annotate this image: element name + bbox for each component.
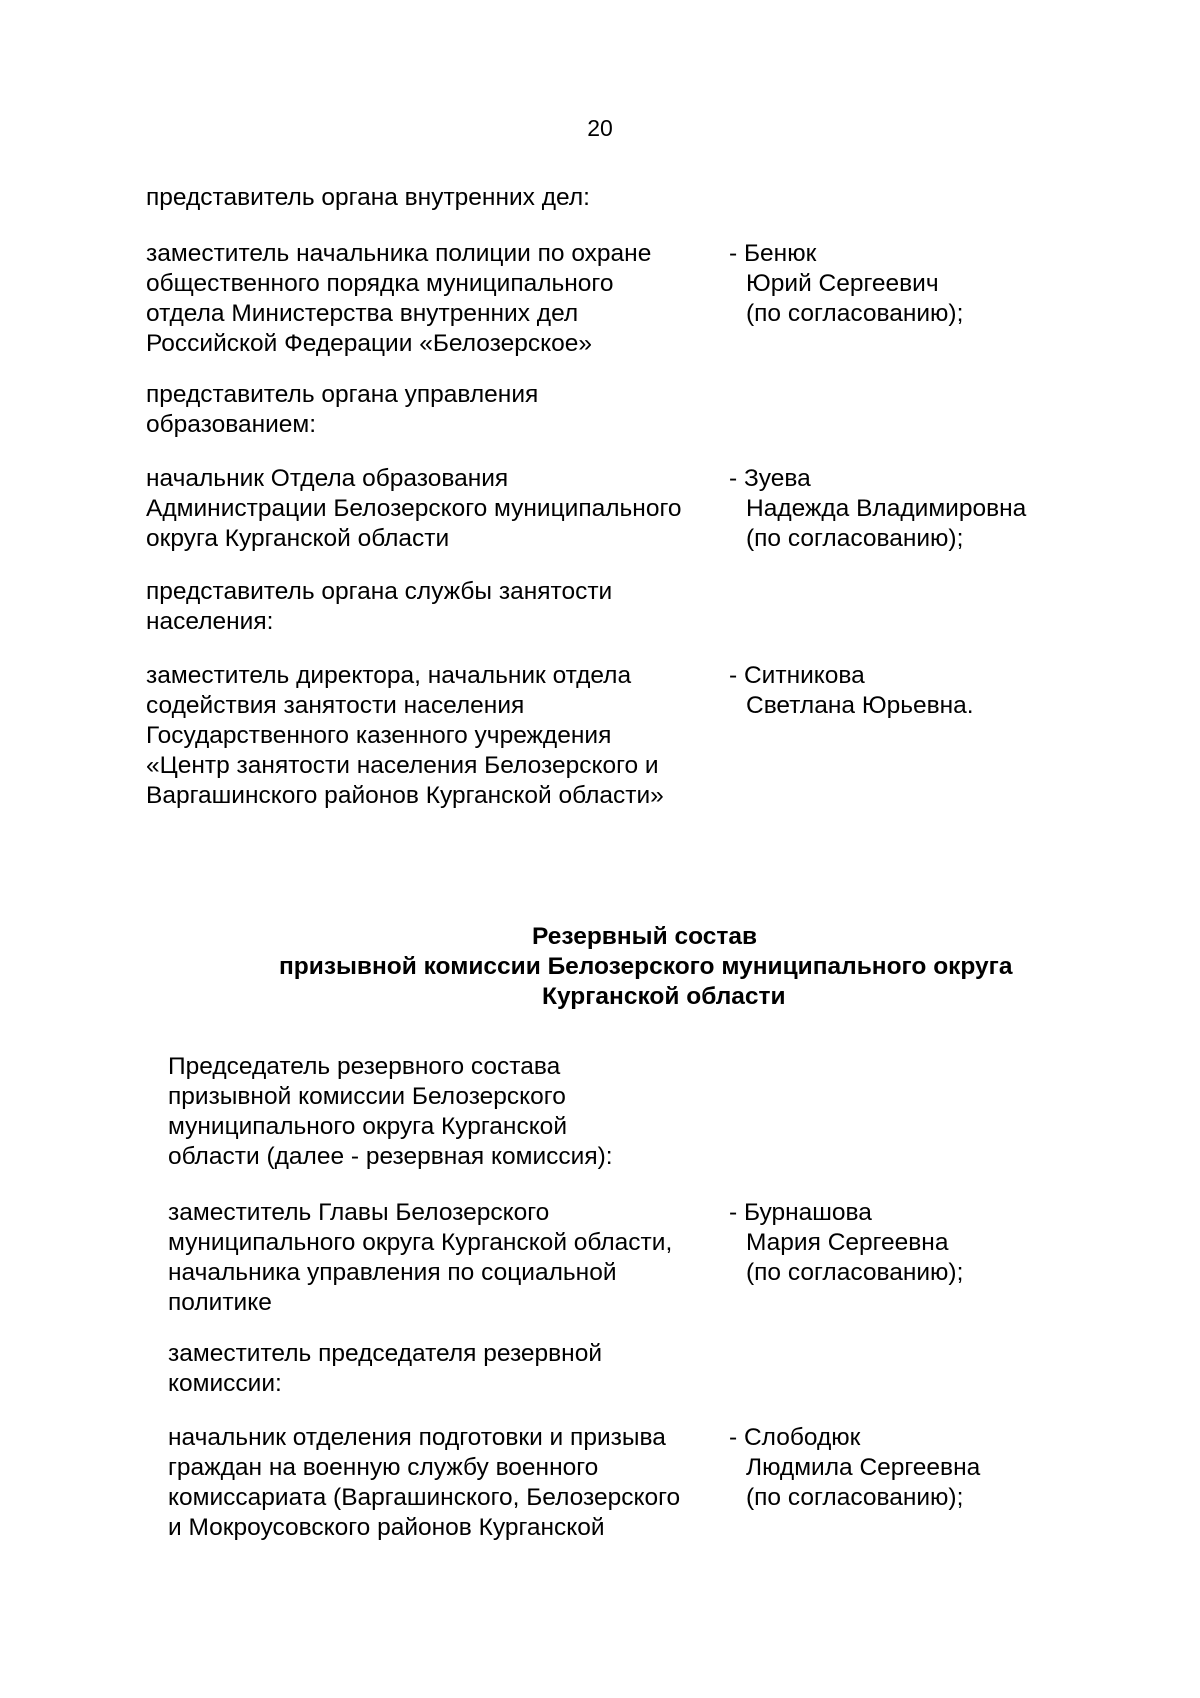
internal-affairs-position: заместитель начальника полиции по охране общественного порядка муниципального отдела Министерства внутренних дел Российской Федерации «Белозерское» — [146, 240, 652, 357]
reserve-chair-person: - Бурнашова Мария Сергеевна (по согласованию); — [729, 1199, 964, 1286]
reserve-heading: Резервный состав призывной комиссии Белозерского муниципального округа Курганской области — [279, 923, 1013, 1010]
education-position: начальник Отдела образования Администрации Белозерского муниципального округа Курганской области — [146, 465, 682, 552]
education-label: представитель органа управления образованием: — [146, 381, 539, 438]
page-number: 20 — [587, 115, 613, 141]
internal-affairs-person: - Бенюк Юрий Сергеевич (по согласованию); — [729, 240, 964, 327]
reserve-chair-position: заместитель Главы Белозерского муниципального округа Курганской области, начальника управления по социальной политике — [168, 1199, 673, 1316]
reserve-deputy-person: - Слободюк Людмила Сергеевна (по согласованию); — [729, 1424, 981, 1511]
employment-person: - Ситникова Светлана Юрьевна. — [729, 662, 974, 719]
education-person: - Зуева Надежда Владимировна (по согласованию); — [729, 465, 1027, 552]
employment-position: заместитель директора, начальник отдела содействия занятости населения Государственного казенного учреждения «Центр занятости населения Белозерского и Варгашинского районов Курганской области» — [146, 662, 664, 809]
reserve-chair-label: Председатель резервного состава призывной комиссии Белозерского муниципального округа Курганской области (далее - резервная комиссия): — [168, 1053, 613, 1170]
reserve-deputy-label: заместитель председателя резервной комиссии: — [168, 1340, 603, 1397]
internal-affairs-label: представитель органа внутренних дел: — [146, 184, 590, 211]
reserve-deputy-position: начальник отделения подготовки и призыва граждан на военную службу военного комиссариата (Варгашинского, Белозерского и Мокроусовского районов Курганской — [168, 1424, 681, 1541]
employment-label: представитель органа службы занятости населения: — [146, 578, 613, 635]
